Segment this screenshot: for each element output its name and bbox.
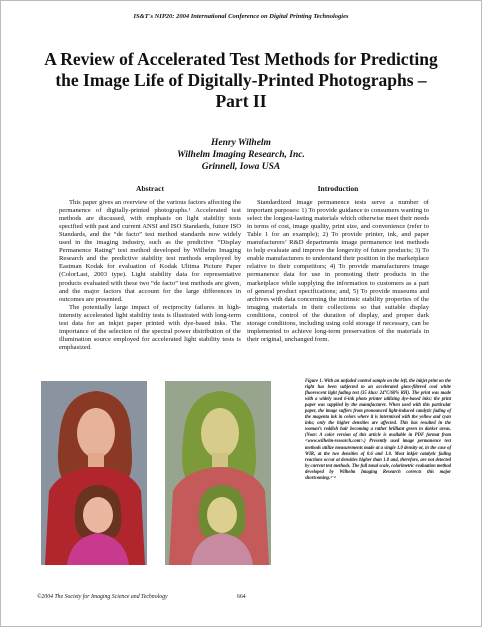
girl-face: [207, 497, 237, 533]
abstract-heading: Abstract: [136, 184, 164, 193]
faded-test-photo: [165, 381, 271, 565]
paper-title: A Review of Accelerated Test Methods for Predicting the Image Life of Digitally-Printed Photographs – Part II: [44, 49, 438, 111]
footer-copyright: ©2004 The Society for Imaging Science and Technology: [37, 594, 168, 600]
introduction-heading: Introduction: [317, 184, 359, 193]
woman-neck: [212, 453, 228, 467]
girl-face: [83, 497, 113, 533]
abstract-paragraph-1: This paper gives an overview of the various factors affecting the permanence of digitally-printed photographs.¹ Accelerated test methods are discussed, with emphasis on light stability tests specified with past and current ANSI and ISO Standards, future ISO Standards, and the “de facto” test method standards now widely used in the imaging industry, such as the predictive “Display Permanence Rating” test method developed by Wilhelm Imaging Research and the predictive stability test methods employed by Eastman Kodak for evaluation of Kodak Ultima Picture Paper (ColorLast, 2003 type). Light stability data for representative products evaluated with these two “de facto” test methods are given, and the major factors that account for the large differences in outcomes are presented.: [59, 199, 241, 303]
woman-neck: [88, 453, 104, 467]
figure-1-caption: Figure 1. With an unfaded control sample on the left, the inkjet print on the right has been subjected to an accelerated glass-filtered cool white fluorescent light fading test (35 klux/ 24°C/60% RH). The print was made with a widely used 6-ink photo printer utilizing dye-based inks; the print paper was supplied by the manufacturer. When used with this particular paper, the image suffers from pronounced light-induced catalytic fading of the magenta ink in colors where it is intermixed with the yellow and cyan inks; only the higher densities are affected. This has resulted in the woman’s reddish hair becoming a rather brilliant green in darker areas. (Note: A color version of this article is available in PDF format from <www.wilhelm-research.com>.) Presently used image permanence test methods utilize measurements made at a single 1.0 density or, in the case of WIR, at the two densities of 0.6 and 1.0. Most inkjet catalytic fading reactions occur at densities higher than 1.0 and, therefore, are not detected by current test methods. The full tonal scale, colorimetric evaluation method developed by Wilhelm Imaging Research corrects this major shortcoming.³⁻⁴: [305, 379, 451, 481]
abstract-section: [59, 185, 241, 352]
introduction-paragraph-1: Standardized image permanence tests serve a number of important purposes: 1) To provide guidance to consumers wanting to select the longest-lasting materials which otherwise meet their needs in terms of cost, image quality, print size, and convenience (refer to Table 1 for an example); 2) To provide printer, ink, and paper manufacturers’ R&D departments image permanence test methods to help evaluate and improve the longevity of future products; 3) To enable manufacturers to understand their position in the marketplace relative to their competitors; 4) To provide manufacturers image permanence data for use in promoting their products in the marketplace while supplying the information to customers as a part of general product specifications; and, 5) To provide museums and archives with data concerning the intrinsic stability properties of the imaging materials in their collections so that suitable display conditions, control of the duration of display, and proper dark storage conditions, including using cold storage if necessary, can be implemented to achieve long-term preservation of the materials in their original, unchanged form.: [247, 199, 429, 343]
woman-face: [77, 408, 115, 458]
woman-face: [201, 408, 239, 458]
running-head: IS&T's NIP20: 2004 International Conference on Digital Printing Technologies: [133, 13, 349, 20]
unfaded-control-photo: [41, 381, 147, 565]
footer-page-number: 664: [237, 594, 246, 600]
author-location: Grinnell, Iowa USA: [201, 162, 281, 172]
author-affiliation: Wilhelm Imaging Research, Inc.: [177, 150, 305, 160]
author-name: Henry Wilhelm: [211, 138, 271, 148]
introduction-section: [247, 185, 429, 344]
author-block: [1, 137, 481, 173]
abstract-paragraph-2: The potentially large impact of reciprocity failures in high-intensity accelerated light stability tests is illustrated with long-term test data for an inkjet paper printed with dye-based inks. The importance of the selection of the spectral power distribution of the illumination source employed for accelerated light stability tests is emphasized.: [59, 303, 241, 351]
